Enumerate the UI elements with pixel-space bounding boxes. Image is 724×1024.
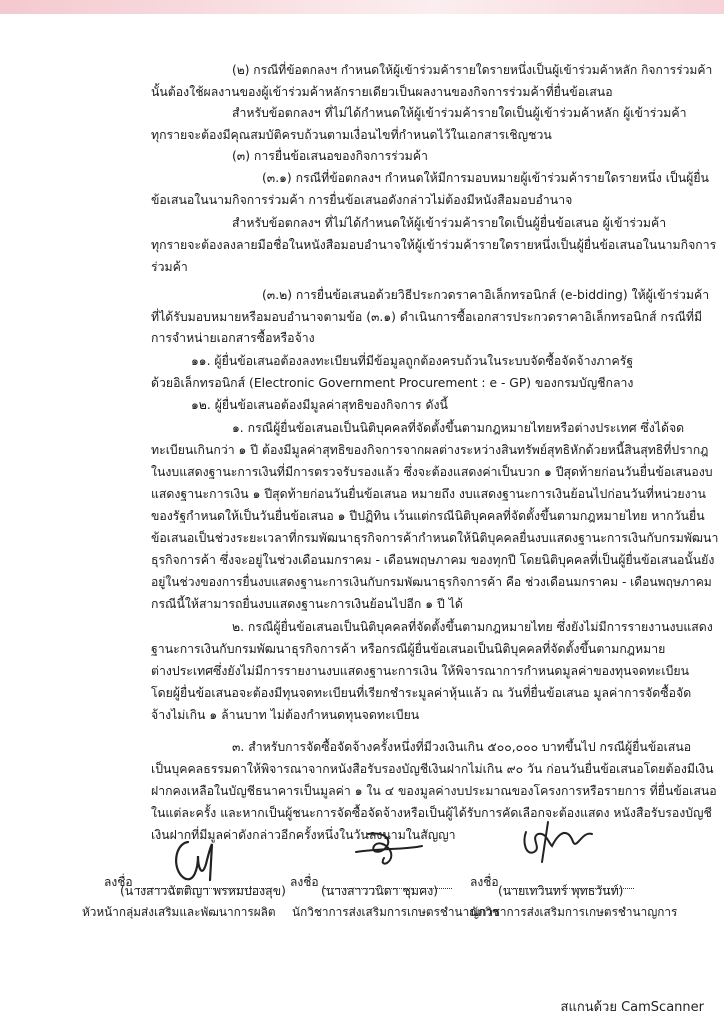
body-line: แสดงฐานะการเงิน ๑ ปีสุดท้ายก่อนวันยื่นข้อเสนอ หมายถึง งบแสดงฐานะการเงินย้อนไปก่อนวันที่หน่วยงาน bbox=[151, 487, 706, 501]
body-line: การจำหน่ายเอกสารซื้อหรือจ้าง bbox=[151, 331, 315, 345]
body-line: ในแต่ละครั้ง และหากเป็นผู้ชนะการจัดซื้อจัดจ้างหรือเป็นผู้ได้รับการคัดเลือกจะต้องแสดง หนังสือรับรองบัญชี bbox=[151, 806, 712, 820]
sign-label: ลงชื่อ bbox=[290, 875, 319, 889]
body-line: ทะเบียนเกินกว่า ๑ ปี ต้องมีมูลค่าสุทธิของกิจการจากผลต่างระหว่างสินทรัพย์สุทธิหักด้วยหนี้สินสุทธิที่ปรากฎ bbox=[151, 443, 709, 457]
body-line: ที่ได้รับมอบหมายหรือมอบอำนาจตามข้อ (๓.๑) ดำเนินการซื้อเอกสารประกวดราคาอิเล็กทรอนิกส์ กรณีที่มี bbox=[151, 310, 703, 324]
body-line: ต่างประเทศซึ่งยังไม่มีการรายงานงบแสดงฐานะการเงิน ให้พิจารณาการกำหนดมูลค่าของทุนจดทะเบียน bbox=[151, 664, 690, 678]
body-line: ข้อเสนอในนามกิจการร่วมค้า การยื่นข้อเสนอดังกล่าวไม่ต้องมีหนังสือมอบอำนาจ bbox=[151, 193, 573, 207]
body-line: ร่วมค้า bbox=[151, 260, 188, 274]
body-line: จ้างไม่เกิน ๑ ล้านบาท ไม่ต้องกำหนดทุนจดทะเบียน bbox=[151, 708, 420, 722]
body-line: ทุกรายจะต้องมีคุณสมบัติครบถ้วนตามเงื่อนไขที่กำหนดไว้ในเอกสารเชิญชวน bbox=[151, 128, 552, 142]
signatory-position: นักวิชาการส่งเสริมการเกษตรชำนาญการ bbox=[292, 905, 500, 919]
body-line: (๓.๒) การยื่นข้อเสนอด้วยวิธีประกวดราคาอิเล็กทรอนิกส์ (e-bidding) ให้ผู้เข้าร่วมค้า bbox=[262, 288, 710, 302]
signatory-name: (นางสาววนิดา ชุมคง) bbox=[321, 884, 439, 898]
body-line: นั้นต้องใช้ผลงานของผู้เข้าร่วมค้าหลักรายเดียวเป็นผลงานของกิจการร่วมค้าที่ยื่นข้อเสนอ bbox=[151, 85, 613, 99]
body-line: ฝากคงเหลือในบัญชีธนาคารเป็นมูลค่า ๑ ใน ๔ ของมูลค่างบประมาณของโครงการหรือรายการ ที่ยื่นข้อเสนอ bbox=[151, 784, 717, 798]
body-line: ของรัฐกำหนดให้เป็นวันยื่นข้อเสนอ ๑ ปีปฏิทิน เว้นแต่กรณีนิติบุคคลที่จัดตั้งขึ้นตามกฎหมายไทย หากวันยื่น bbox=[151, 509, 705, 523]
body-line: ๒. กรณีผู้ยื่นข้อเสนอเป็นนิติบุคคลที่จัดตั้งขึ้นตามกฎหมายไทย ซึ่งยังไม่มีการรายงานงบแสดง bbox=[232, 620, 713, 634]
body-line: ด้วยอิเล็กทรอนิกส์ (Electronic Government Procurement : e - GP) ของกรมบัญชีกลาง bbox=[151, 376, 634, 390]
signatory-position: นักวิชาการส่งเสริมการเกษตรชำนาญการ bbox=[470, 905, 678, 919]
body-line: ๑. กรณีผู้ยื่นข้อเสนอเป็นนิติบุคคลที่จัดตั้งขึ้นตามกฎหมายไทยหรือต่างประเทศ ซึ่งได้จด bbox=[232, 421, 685, 435]
signatory-name: (นายเทวินทร์ พุทธวันท์) bbox=[498, 884, 624, 898]
handwritten-signature bbox=[512, 812, 602, 876]
body-line: สำหรับข้อตกลงฯ ที่ไม่ได้กำหนดให้ผู้เข้าร่วมค้ารายใดเป็นผู้ยื่นข้อเสนอ ผู้เข้าร่วมค้า bbox=[232, 216, 667, 230]
sign-label: ลงชื่อ bbox=[104, 875, 133, 889]
signatory-name: (นางสาวฉัตติญา พรหมปองสุข) bbox=[120, 884, 286, 898]
body-line: ๑๑. ผู้ยื่นข้อเสนอต้องลงทะเบียนที่มีข้อมูลถูกต้องครบถ้วนในระบบจัดซื้อจัดจ้างภาครัฐ bbox=[191, 354, 634, 368]
body-line: ทุกรายจะต้องลงลายมือชื่อในหนังสือมอบอำนาจให้ผู้เข้าร่วมค้ารายใดรายหนึ่งเป็นผู้ยื่นข้อเสนอในนามกิจการ bbox=[151, 238, 717, 252]
body-line: ๓. สำหรับการจัดซื้อจัดจ้างครั้งหนึ่งที่มีวงเงินเกิน ๕๐๐,๐๐๐ บาทขึ้นไป กรณีผู้ยื่นข้อเสนอ bbox=[232, 740, 692, 754]
signatory-position: หัวหน้ากลุ่มส่งเสริมและพัฒนาการผลิต bbox=[82, 905, 276, 919]
body-line: เงินฝากที่มีมูลค่าดังกล่าวอีกครั้งหนึ่งในวันลงนามในสัญญา bbox=[151, 828, 456, 842]
scan-top-band bbox=[0, 0, 724, 14]
body-line: (๓) การยื่นข้อเสนอของกิจการร่วมค้า bbox=[232, 149, 428, 163]
body-line: อยู่ในช่วงของการยื่นงบแสดงฐานะการเงินกับกรมพัฒนาธุรกิจการค้า คือ ช่วงเดือนมกราคม - เดือนพฤษภาคม bbox=[151, 575, 712, 589]
body-line: ฐานะการเงินกับกรมพัฒนาธุรกิจการค้า หรือกรณีผู้ยื่นข้อเสนอเป็นนิติบุคคลที่จัดตั้งขึ้นตามกฎหมาย bbox=[151, 642, 666, 656]
body-line: สำหรับข้อตกลงฯ ที่ไม่ได้กำหนดให้ผู้เข้าร่วมค้ารายใดเป็นผู้เข้าร่วมค้าหลัก ผู้เข้าร่วมค้า bbox=[232, 106, 687, 120]
body-line: ข้อเสนอเป็นช่วงระยะเวลาที่กรมพัฒนาธุรกิจการค้ากำหนดให้นิติบุคคลยื่นงบแสดงฐานะการเงินกับกรมพัฒนา bbox=[151, 531, 719, 545]
body-line: ในงบแสดงฐานะการเงินที่มีการตรวจรับรองแล้ว ซึ่งจะต้องแสดงค่าเป็นบวก ๑ ปีสุดท้ายก่อนวันยื่นข้อเสนองบ bbox=[151, 465, 713, 479]
body-line: (๒) กรณีที่ข้อตกลงฯ กำหนดให้ผู้เข้าร่วมค้ารายใดรายหนึ่งเป็นผู้เข้าร่วมค้าหลัก กิจการร่วมค้า bbox=[232, 63, 713, 77]
body-line: ๑๒. ผู้ยื่นข้อเสนอต้องมีมูลค่าสุทธิของกิจการ ดังนี้ bbox=[191, 398, 448, 412]
body-line: (๓.๑) กรณีที่ข้อตกลงฯ กำหนดให้มีการมอบหมายผู้เข้าร่วมค้ารายใดรายหนึ่ง เป็นผู้ยื่น bbox=[262, 171, 709, 185]
sign-label: ลงชื่อ bbox=[470, 875, 499, 889]
body-line: เป็นบุคคลธรรมดาให้พิจารณาจากหนังสือรับรองบัญชีเงินฝากไม่เกิน ๙๐ วัน ก่อนวันยื่นข้อเสนอโดยต้องมีเงิน bbox=[151, 762, 714, 776]
camscanner-watermark: สแกนด้วย CamScanner bbox=[560, 1000, 704, 1015]
body-line: โดยผู้ยื่นข้อเสนอจะต้องมีทุนจดทะเบียนที่เรียกชำระมูลค่าหุ้นแล้ว ณ วันที่ยื่นข้อเสนอ มูลค่าการจัดซื้อจัด bbox=[151, 686, 692, 700]
body-line: กรณีนี้ให้สามารถยื่นงบแสดงฐานะการเงินย้อนไปอีก ๑ ปี ได้ bbox=[151, 597, 463, 611]
handwritten-signature bbox=[350, 824, 430, 880]
body-line: ธุรกิจการค้า ซึ่งจะอยู่ในช่วงเดือนมกราคม - เดือนพฤษภาคม ของทุกปี โดยนิติบุคคลที่เป็นผู้ยื่นข้อเสนอนั้นยัง bbox=[151, 553, 715, 567]
